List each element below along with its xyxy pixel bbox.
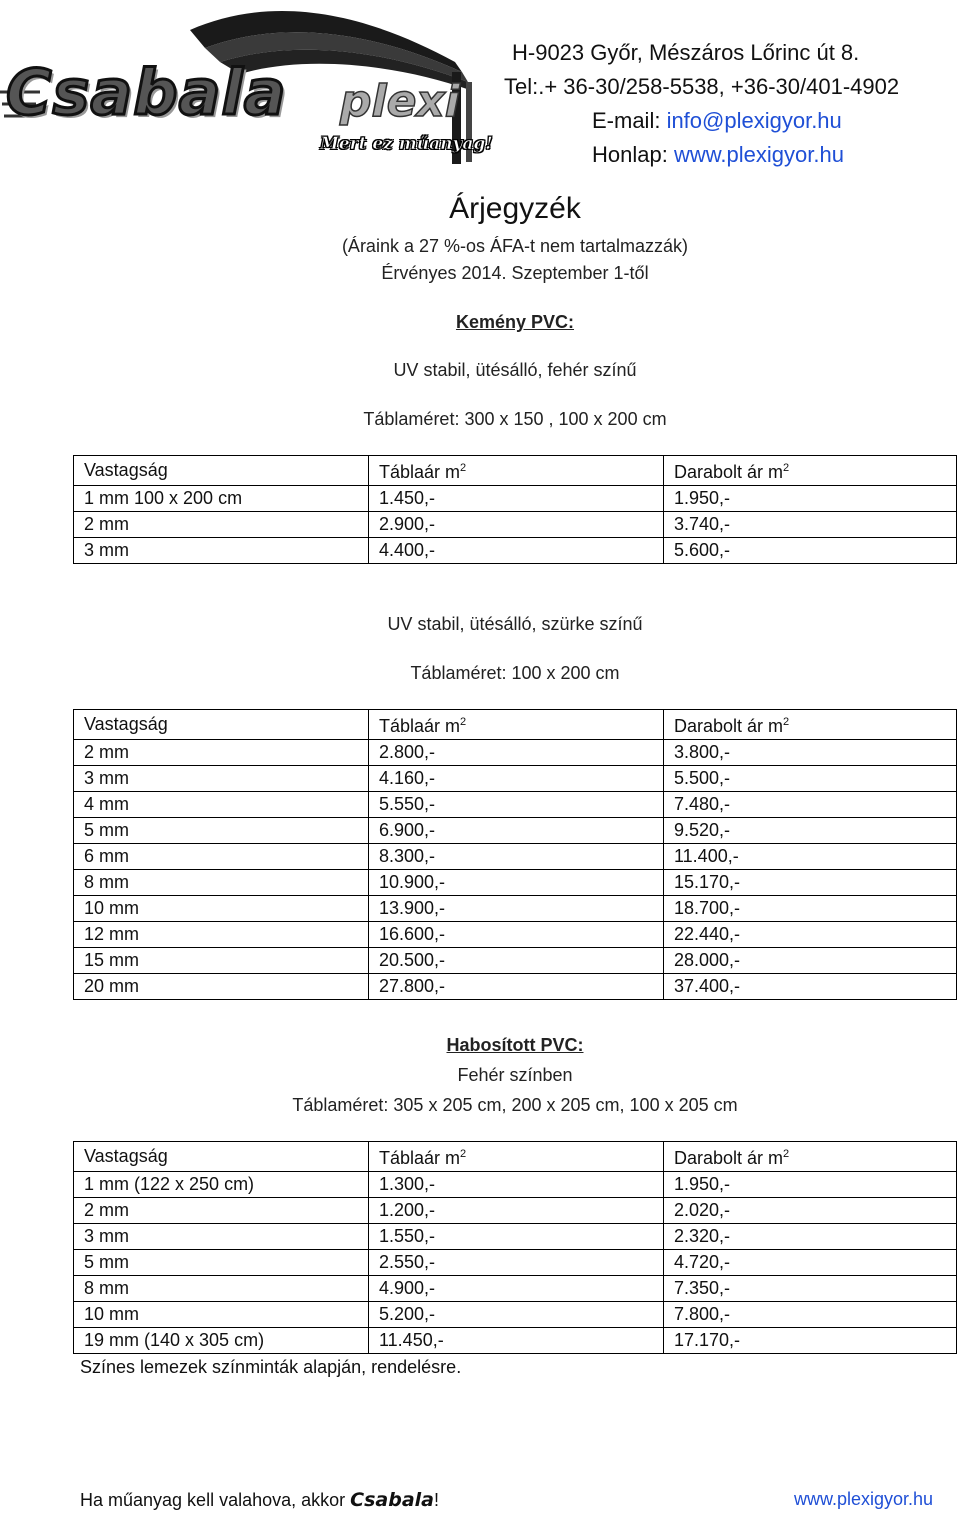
table-row <box>74 1172 957 1198</box>
column-header: Vastagság <box>74 1142 369 1172</box>
cut-price-cell: 1.950,- <box>664 486 957 512</box>
cut-price-cell: 15.170,- <box>664 870 957 896</box>
phone: Tel:.+ 36-30/258-5538, +36-30/401-4902 <box>504 74 900 99</box>
price-table-foam <box>73 1141 957 1354</box>
section-desc: Fehér színben <box>457 1065 573 1085</box>
cut-price-cell: 9.520,- <box>664 818 957 844</box>
section-size: Táblaméret: 305 x 205 cm, 200 x 205 cm, 100 x 205 cm <box>292 1095 738 1115</box>
table-row <box>74 538 957 564</box>
table-row <box>74 948 957 974</box>
web-link[interactable]: www.plexigyor.hu <box>673 142 844 167</box>
sheet-price-cell: 11.450,- <box>369 1328 664 1354</box>
sheet-price-cell: 4.900,- <box>369 1276 664 1302</box>
thickness-cell: 15 mm <box>74 948 369 974</box>
table-row <box>74 1198 957 1224</box>
column-header: Darabolt ár $m^2$ <box>664 710 957 740</box>
cut-price-cell: 37.400,- <box>664 974 957 1000</box>
table-header-row <box>74 1142 957 1172</box>
thickness-cell: 12 mm <box>74 922 369 948</box>
cut-price-cell: 7.480,- <box>664 792 957 818</box>
thickness-cell: 1 mm 100 x 200 cm <box>74 486 369 512</box>
cut-price-cell: 1.950,- <box>664 1172 957 1198</box>
section-size: Táblaméret: 100 x 200 cm <box>410 663 620 683</box>
cut-price-cell: 4.720,- <box>664 1250 957 1276</box>
table-row <box>74 922 957 948</box>
sheet-price-cell: 6.900,- <box>369 818 664 844</box>
table-header-row <box>74 710 957 740</box>
sheet-price-cell: 13.900,- <box>369 896 664 922</box>
table-row <box>74 818 957 844</box>
table-row <box>74 766 957 792</box>
sheet-price-cell: 2.800,- <box>369 740 664 766</box>
logo-slogan: Mert ez műanyag! <box>320 134 493 154</box>
cut-price-cell: 2.020,- <box>664 1198 957 1224</box>
footer-brand: Csabala <box>350 1489 434 1511</box>
table-row <box>74 1276 957 1302</box>
cut-price-cell: 2.320,- <box>664 1224 957 1250</box>
thickness-cell: 10 mm <box>74 896 369 922</box>
sheet-price-cell: 2.550,- <box>369 1250 664 1276</box>
logo-wordmark: Csabala <box>6 56 287 129</box>
sheet-price-cell: 4.400,- <box>369 538 664 564</box>
table-row <box>74 740 957 766</box>
sheet-price-cell: 2.900,- <box>369 512 664 538</box>
thickness-cell: 5 mm <box>74 818 369 844</box>
table-row <box>74 974 957 1000</box>
footer-web-link[interactable]: www.plexigyor.hu <box>794 1489 934 1509</box>
table-row <box>74 1302 957 1328</box>
table-header-row <box>74 456 957 486</box>
thickness-cell: 2 mm <box>74 740 369 766</box>
email-label: E-mail: <box>592 108 667 133</box>
cut-price-cell: 17.170,- <box>664 1328 957 1354</box>
price-table-hard-gray <box>73 709 957 1000</box>
cut-price-cell: 7.350,- <box>664 1276 957 1302</box>
table-row <box>74 792 957 818</box>
table-row <box>74 486 957 512</box>
thickness-cell: 8 mm <box>74 1276 369 1302</box>
sheet-price-cell: 1.200,- <box>369 1198 664 1224</box>
sheet-price-cell: 8.300,- <box>369 844 664 870</box>
thickness-cell: 19 mm (140 x 305 cm) <box>74 1328 369 1354</box>
column-header: Darabolt ár $m^2$ <box>664 456 957 486</box>
sheet-price-cell: 1.550,- <box>369 1224 664 1250</box>
footer-slogan <box>80 1489 439 1511</box>
cut-price-cell: 3.740,- <box>664 512 957 538</box>
sheet-price-cell: 10.900,- <box>369 870 664 896</box>
section-size: Táblaméret: 300 x 150 , 100 x 200 cm <box>363 409 667 429</box>
page-title: Árjegyzék <box>449 192 581 225</box>
table-row <box>74 870 957 896</box>
footer-text: Ha műanyag kell valahova, akkor <box>80 1490 351 1510</box>
thickness-cell: 2 mm <box>74 512 369 538</box>
thickness-cell: 3 mm <box>74 538 369 564</box>
cut-price-cell: 3.800,- <box>664 740 957 766</box>
logo-subword: plexi <box>340 76 460 127</box>
cut-price-cell: 22.440,- <box>664 922 957 948</box>
company-logo <box>0 0 500 175</box>
sheet-price-cell: 5.200,- <box>369 1302 664 1328</box>
thickness-cell: 1 mm (122 x 250 cm) <box>74 1172 369 1198</box>
contact-block <box>470 36 960 172</box>
column-header: Táblaár $m^2$ <box>369 1142 664 1172</box>
sheet-price-cell: 16.600,- <box>369 922 664 948</box>
validity-note: Érvényes 2014. Szeptember 1-től <box>381 263 649 283</box>
thickness-cell: 3 mm <box>74 766 369 792</box>
table-row <box>74 896 957 922</box>
section-heading-hard-pvc: Kemény PVC: <box>455 312 575 332</box>
column-header: Táblaár $m^2$ <box>369 710 664 740</box>
sheet-price-cell: 1.300,- <box>369 1172 664 1198</box>
footer-exclaim: ! <box>433 1490 439 1510</box>
section-desc: UV stabil, ütésálló, fehér színű <box>393 360 637 380</box>
thickness-cell: 3 mm <box>74 1224 369 1250</box>
cut-price-cell: 11.400,- <box>664 844 957 870</box>
address: H-9023 Győr, Mészáros Lőrinc út 8. <box>512 40 860 65</box>
price-table-hard-white <box>73 455 957 564</box>
sheet-price-cell: 1.450,- <box>369 486 664 512</box>
thickness-cell: 2 mm <box>74 1198 369 1224</box>
column-header: Vastagság <box>74 710 369 740</box>
thickness-cell: 8 mm <box>74 870 369 896</box>
sheet-price-cell: 27.800,- <box>369 974 664 1000</box>
cut-price-cell: 5.600,- <box>664 538 957 564</box>
table-row <box>74 1328 957 1354</box>
cut-price-cell: 28.000,- <box>664 948 957 974</box>
colored-sheets-note: Színes lemezek színminták alapján, rendelésre. <box>80 1357 462 1377</box>
email-line <box>470 104 960 138</box>
thickness-cell: 10 mm <box>74 1302 369 1328</box>
thickness-cell: 5 mm <box>74 1250 369 1276</box>
section-heading-foam-pvc: Habosított PVC: <box>446 1035 584 1055</box>
sheet-price-cell: 4.160,- <box>369 766 664 792</box>
section-desc: UV stabil, ütésálló, szürke színű <box>387 614 643 634</box>
web-label: Honlap: <box>592 142 674 167</box>
column-header: Vastagság <box>74 456 369 486</box>
cut-price-cell: 7.800,- <box>664 1302 957 1328</box>
column-header: Táblaár $m^2$ <box>369 456 664 486</box>
table-row <box>74 1250 957 1276</box>
vat-note: (Áraink a 27 %-os ÁFA-t nem tartalmazzák) <box>341 236 689 256</box>
table-row <box>74 1224 957 1250</box>
email-link[interactable]: info@plexigyor.hu <box>666 108 842 133</box>
cut-price-cell: 18.700,- <box>664 896 957 922</box>
thickness-cell: 6 mm <box>74 844 369 870</box>
web-line <box>470 138 960 172</box>
thickness-cell: 20 mm <box>74 974 369 1000</box>
table-row <box>74 844 957 870</box>
table-row <box>74 512 957 538</box>
sheet-price-cell: 20.500,- <box>369 948 664 974</box>
thickness-cell: 4 mm <box>74 792 369 818</box>
sheet-price-cell: 5.550,- <box>369 792 664 818</box>
column-header: Darabolt ár $m^2$ <box>664 1142 957 1172</box>
cut-price-cell: 5.500,- <box>664 766 957 792</box>
